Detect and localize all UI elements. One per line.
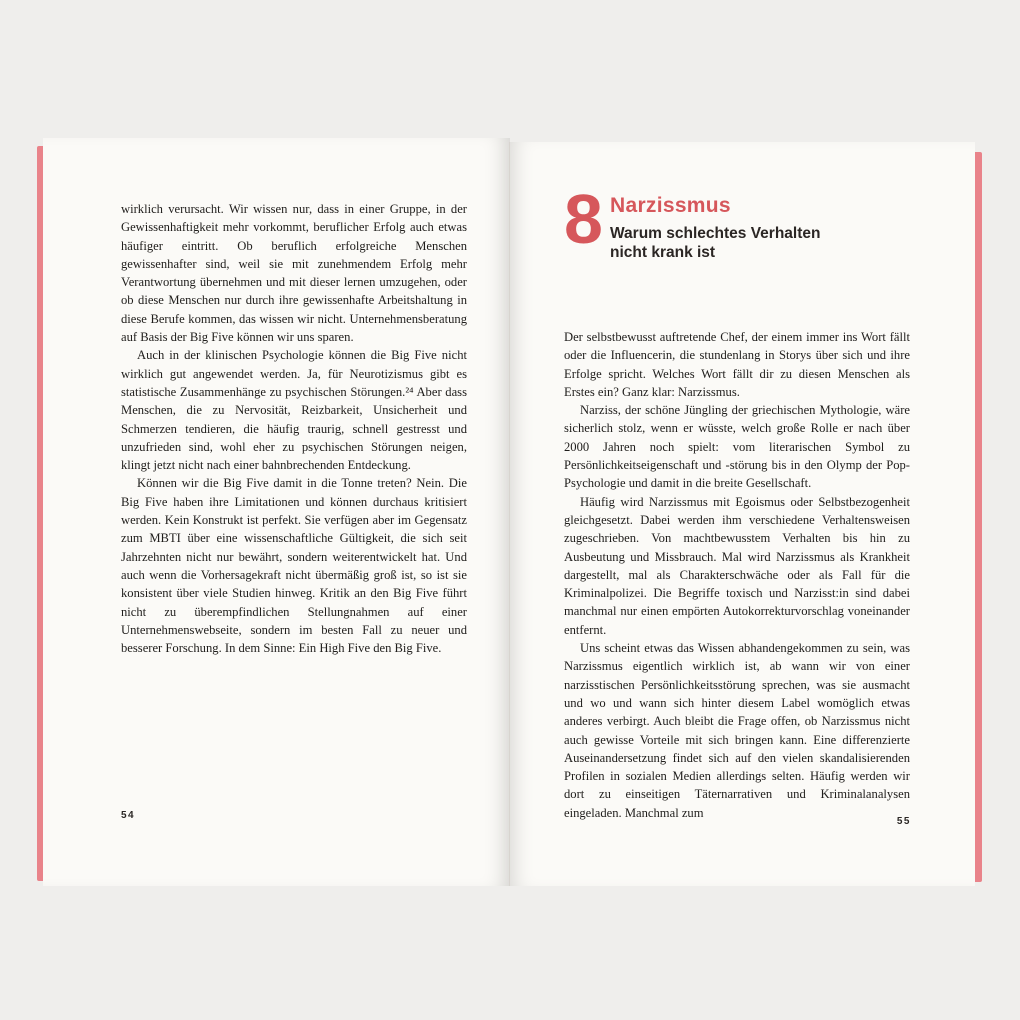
book-cover-edge-right — [974, 152, 982, 882]
right-page-body — [564, 328, 910, 822]
paragraph: Der selbstbewusst auftretende Chef, der einem immer ins Wort fällt oder die Influencerin, die stundenlang in Storys über sich und ihre Erfolge spricht. Welches Wort fällt dir zu diesen Menschen als Erstes ein? Ganz klar: Narzissmus. — [564, 330, 910, 399]
page-number: 55 — [896, 816, 911, 827]
paragraph: Können wir die Big Five damit in die Tonne treten? Nein. Die Big Five haben ihre Limitationen und können durchaus kritisiert werden. Kein Konstrukt ist perfekt. Sie verfügen aber im Gegensatz zum MBTI über eine wissenschaftliche Gültigkeit, die sich seit Jahrzehnten nicht nur bewährt, sondern weiterentwickelt hat. Und auch wenn die Vorhersagekraft nicht übermäßig groß ist, so ist sie konsistent über viele Studien hinweg. Kritik an den Big Five führt nicht zu überempfindlichen Stellungnahmen auf einer Unternehmenswebseite, sondern im besten Fall zu neuer und besserer Forschung. In dem Sinne: Ein High Five den Big Five. — [121, 476, 467, 656]
paragraph: Auch in der klinischen Psychologie können die Big Five nicht wirklich gut angewendet werden. Ja, für Neurotizismus gibt es statistische Zusammenhänge zu psychischen Störungen.²⁴ Aber dass Menschen, die zu Nervosität, Reizbarkeit, Unsicherheit und Schmerzen tendieren, die häufig traurig, schnell gestresst und unzufrieden sind, wohl eher zu psychischen Störungen neigen, klingt jetzt nicht nach einer bahnbrechenden Entdeckung. — [121, 348, 467, 473]
chapter-number: 8 — [564, 180, 603, 258]
paragraph: Narziss, der schöne Jüngling der griechischen Mythologie, wäre sicherlich stolz, wenn er wüsste, welch große Rolle er nach über 2000 Jahren noch spielt: vom literarischen Symbol zu Persönlichkeitseigenschaft und -störung bis in den Olymp der Pop-Psychologie und damit in die breite Gesellschaft. — [564, 403, 910, 491]
paragraph: wirklich verursacht. Wir wissen nur, dass in einer Gruppe, in der Gewissenhaftigkeit mehr vorkommt, beruflicher Erfolg auch etwas häufiger eintritt. Ob beruflich erfolgreiche Menschen gewissenhafter sind, weil sie mit zunehmendem Erfolg mehr Verantwortung übernehmen und mit dieser lernen umzugehen, oder ob diese Menschen nur durch ihre gewissenhafte Arbeitshaltung in diese Berufe kommen, das wissen wir nicht. Unternehmensberatung auf Basis der Big Five können wir uns sparen. — [121, 202, 467, 345]
chapter-subtitle: Warum schlechtes Verhalten nicht krank ist — [610, 225, 821, 261]
right-page — [510, 142, 975, 886]
paragraph: Häufig wird Narzissmus mit Egoismus oder Selbstbezogenheit gleichgesetzt. Dabei werden ihm verschiedene Verhaltensweisen zugeschrieben. Von machtbewusstem Verhalten bis hin zu Ausbeutung und Missbrauch. Mal wird Narzissmus als Krankheit dargestellt, mal als Charakterschwäche oder als Fall für die Kriminalpolizei. Die Begriffe toxisch und Narzisst:in sind dabei manchmal nur einen empörten Autokorrekturvorschlag voneinander entfernt. — [564, 494, 910, 637]
chapter-title: Narzissmus — [610, 194, 731, 217]
paragraph: Uns scheint etwas das Wissen abhandengekommen zu sein, was Narzissmus eigentlich wirklich ist, ab wann wir von einer narzisstischen Persönlichkeitsstörung sprechen, was sie ausmacht und wo und wann sich hinter diesem Label womöglich etwas anderes verbirgt. Auch bleibt die Frage offen, ob Narzissmus nicht auch gewisse Vorteile mit sich bringen kann. Eine differenzierte Auseinandersetzung findet sich auf den vielen skandalisierenden Profilen in sozialen Medien allerdings selten. Häufig werden wir dort zu einseitigen Täternarrativen und Kriminalanalysen eingeladen. Manchmal zum — [564, 641, 910, 820]
left-page-body — [121, 200, 467, 657]
left-page — [43, 138, 510, 886]
open-book — [37, 136, 982, 888]
page-number: 54 — [121, 810, 136, 821]
